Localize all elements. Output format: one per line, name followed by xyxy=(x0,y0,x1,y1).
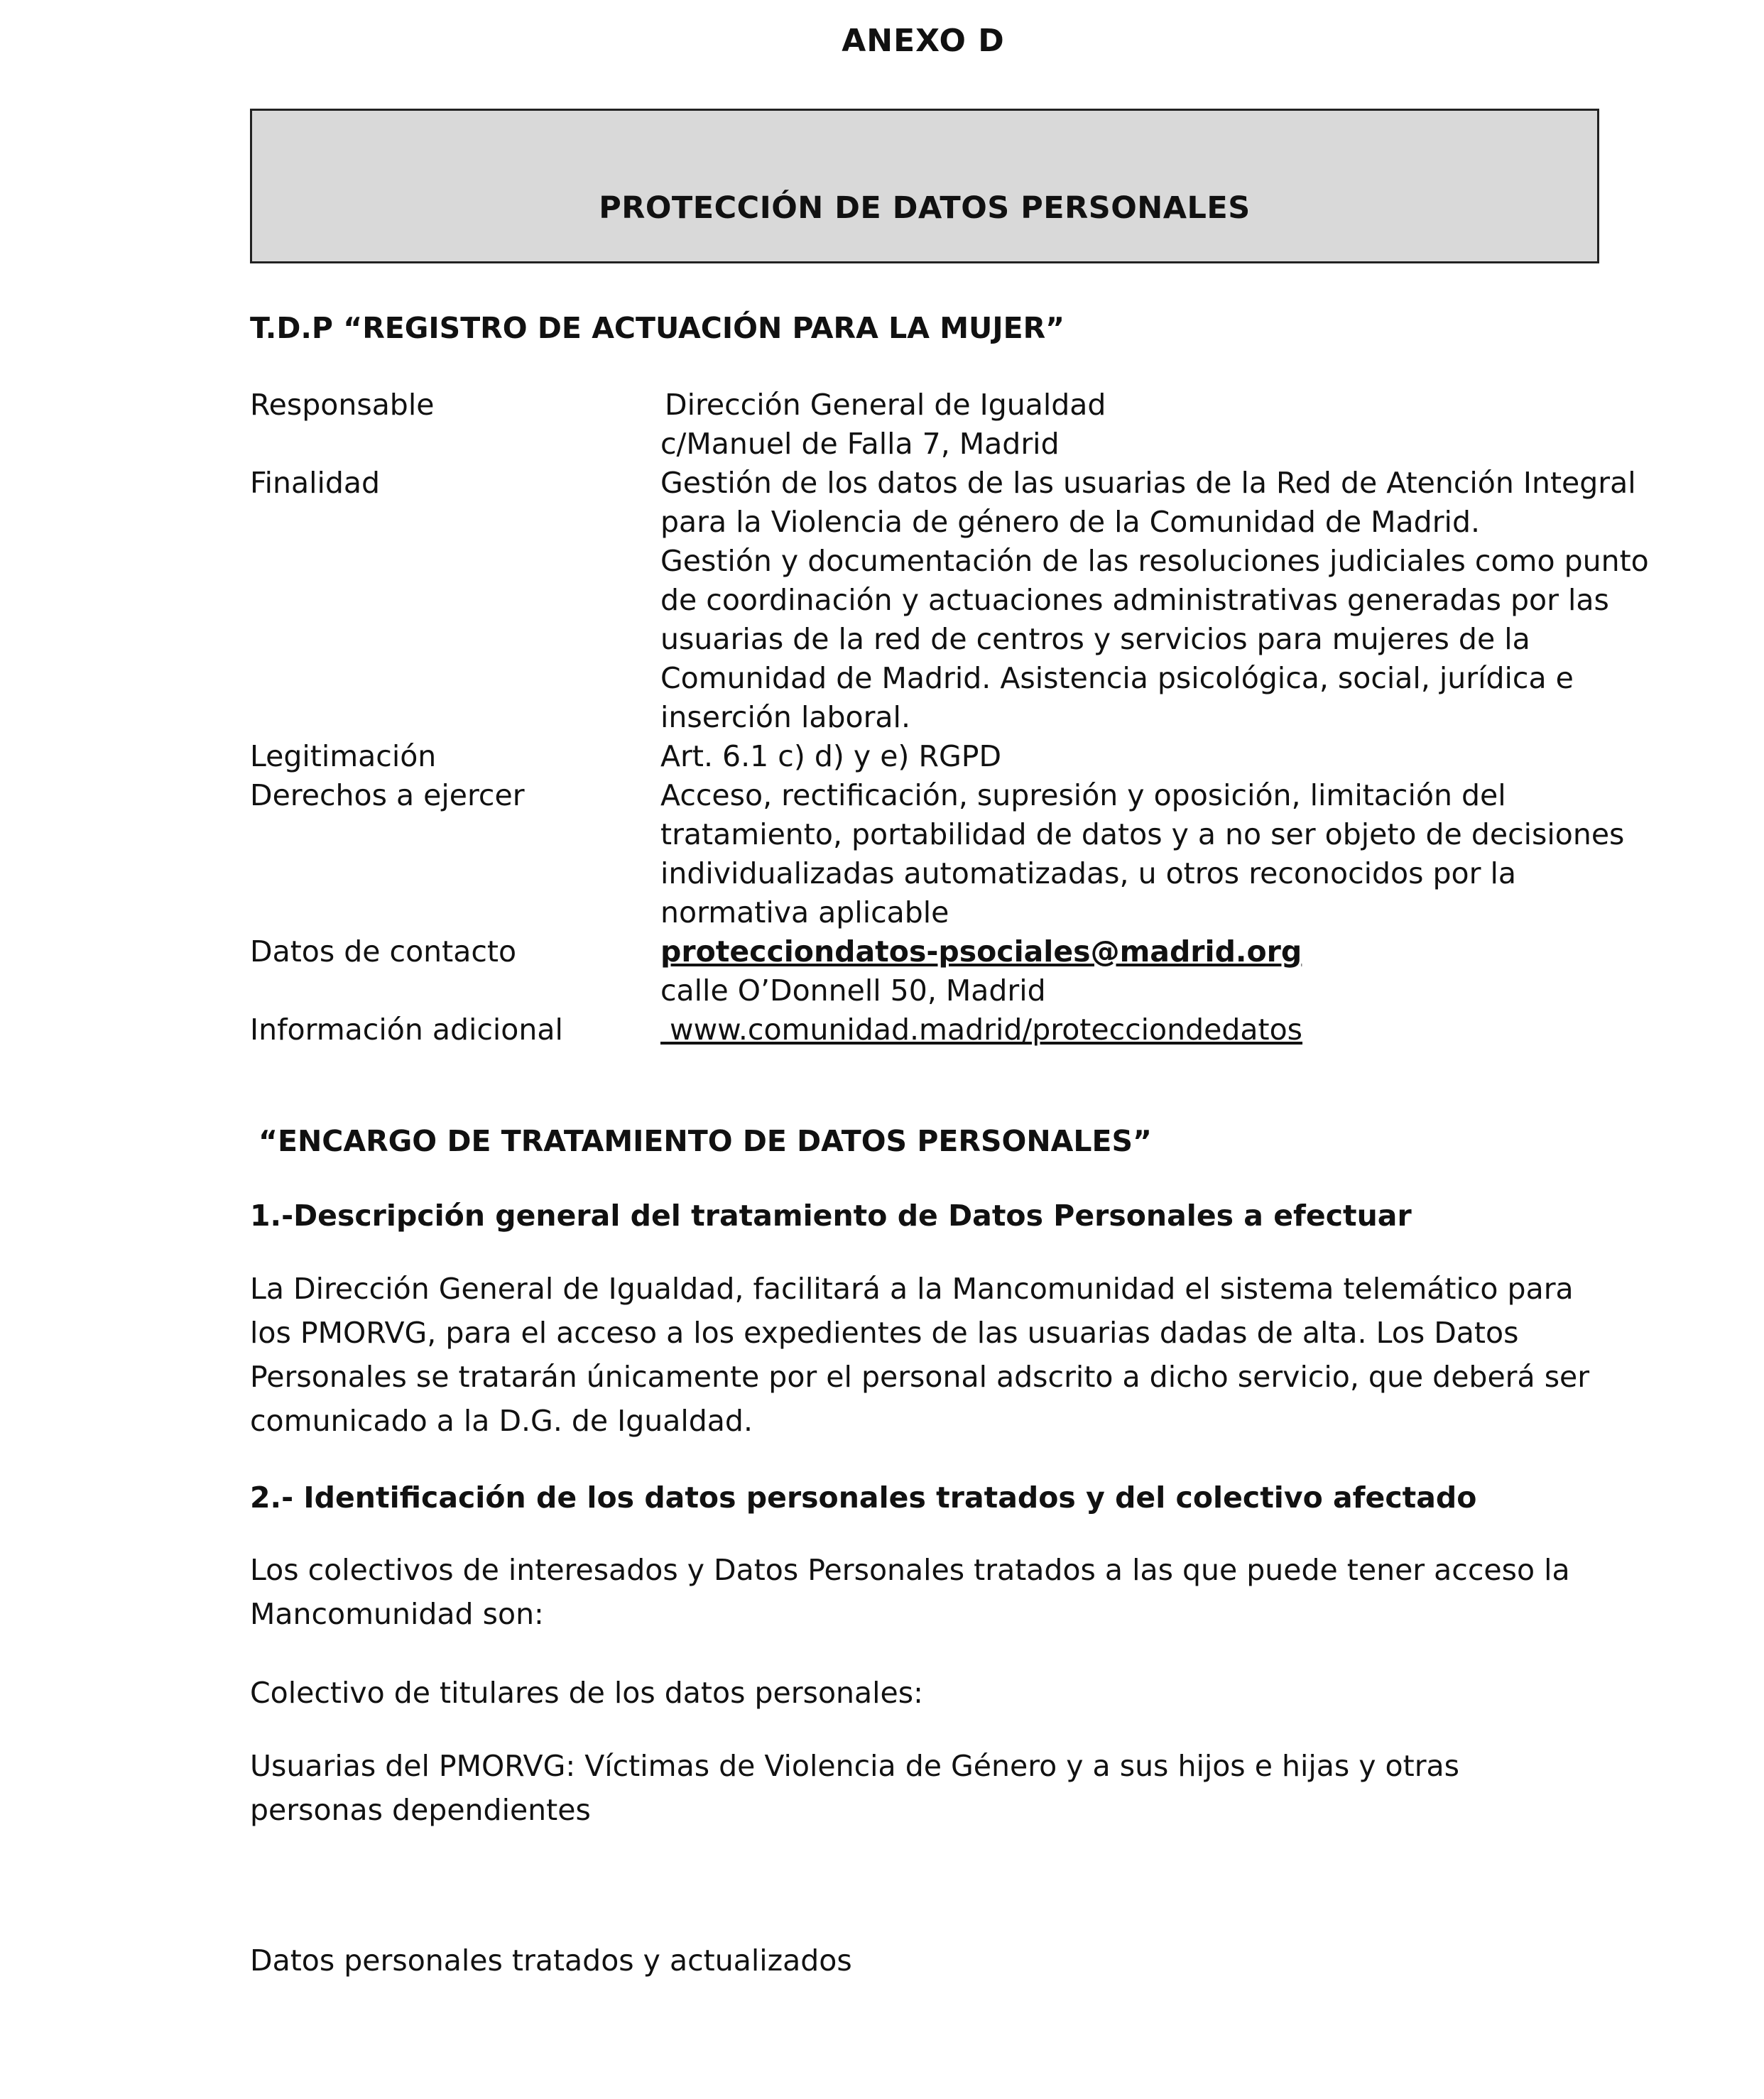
finalidad-line: usuarias de la red de centros y servicios para mujeres de la xyxy=(660,622,1530,656)
usuarias-line: personas dependientes xyxy=(250,1793,591,1827)
title-box xyxy=(250,109,1599,263)
datos-label: Datos personales tratados y actualizados xyxy=(250,1943,852,1978)
annex-title: ANEXO D xyxy=(842,23,1005,59)
usuarias-paragraph xyxy=(250,1744,1500,1832)
value-info xyxy=(660,1010,1584,1050)
label-finalidad: Finalidad xyxy=(250,466,381,500)
section1-heading: 1.-Descripción general del tratamiento de Datos Personales a efectuar xyxy=(250,1199,1412,1233)
finalidad-line: Comunidad de Madrid. Asistencia psicológica, social, jurídica e xyxy=(660,661,1574,695)
value-finalidad xyxy=(660,464,1649,737)
section1-line: los PMORVG, para el acceso a los expedientes de las usuarias dadas de alta. Los Datos xyxy=(250,1316,1519,1350)
derechos-line: individualizadas automatizadas, u otros reconocidos por la xyxy=(660,856,1517,890)
value-contacto xyxy=(660,932,1584,1010)
finalidad-line: Gestión y documentación de las resoluciones judiciales como punto xyxy=(660,544,1649,578)
section2-intro-line: Los colectivos de interesados y Datos Personales tratados a las que puede tener acceso la xyxy=(250,1553,1570,1587)
info-url-link[interactable]: www.comunidad.madrid/protecciondedatos xyxy=(660,1013,1303,1047)
section2-intro xyxy=(250,1548,1570,1636)
section1-line: Personales se tratarán únicamente por el personal adscrito a dicho servicio, que deberá ser xyxy=(250,1360,1590,1394)
section1-line: comunicado a la D.G. de Igualdad. xyxy=(250,1404,753,1438)
finalidad-line: de coordinación y actuaciones administrativas generadas por las xyxy=(660,583,1609,617)
contact-email-link[interactable]: protecciondatos-psociales@madrid.org xyxy=(660,934,1302,969)
responsable-line: c/Manuel de Falla 7, Madrid xyxy=(660,427,1060,461)
derechos-line: Acceso, rectificación, supresión y oposición, limitación del xyxy=(660,778,1506,812)
value-responsable xyxy=(660,386,1588,464)
derechos-line: normativa aplicable xyxy=(660,895,949,929)
tdp-heading: T.D.P “REGISTRO DE ACTUACIÓN PARA LA MUJER” xyxy=(250,311,1065,345)
label-responsable: Responsable xyxy=(250,388,435,422)
box-title: PROTECCIÓN DE DATOS PERSONALES xyxy=(599,190,1251,226)
label-legitimacion: Legitimación xyxy=(250,739,437,773)
label-info: Información adicional xyxy=(250,1013,563,1047)
encargo-heading: “ENCARGO DE TRATAMIENTO DE DATOS PERSONALES” xyxy=(258,1124,1153,1158)
derechos-line: tratamiento, portabilidad de datos y a no ser objeto de decisiones xyxy=(660,817,1625,851)
finalidad-line: para la Violencia de género de la Comunidad de Madrid. xyxy=(660,505,1481,539)
finalidad-line: inserción laboral. xyxy=(660,700,910,734)
section1-line: La Dirección General de Igualdad, facilitará a la Mancomunidad el sistema telemático para xyxy=(250,1272,1574,1306)
section2-heading: 2.- Identificación de los datos personales tratados y del colectivo afectado xyxy=(250,1481,1477,1515)
section2-intro-line: Mancomunidad son: xyxy=(250,1597,544,1631)
finalidad-line: Gestión de los datos de las usuarias de la Red de Atención Integral xyxy=(660,466,1636,500)
colectivo-label: Colectivo de titulares de los datos personales: xyxy=(250,1676,923,1710)
label-derechos: Derechos a ejercer xyxy=(250,778,525,812)
value-derechos xyxy=(660,776,1625,932)
section1-paragraph xyxy=(250,1267,1590,1443)
label-contacto: Datos de contacto xyxy=(250,934,517,969)
responsable-line: Dirección General de Igualdad xyxy=(665,388,1106,422)
value-legitimacion: Art. 6.1 c) d) y e) RGPD xyxy=(660,739,1002,773)
usuarias-line: Usuarias del PMORVG: Víctimas de Violencia de Género y a sus hijos e hijas y otras xyxy=(250,1749,1460,1783)
contact-address: calle O’Donnell 50, Madrid xyxy=(660,974,1046,1008)
